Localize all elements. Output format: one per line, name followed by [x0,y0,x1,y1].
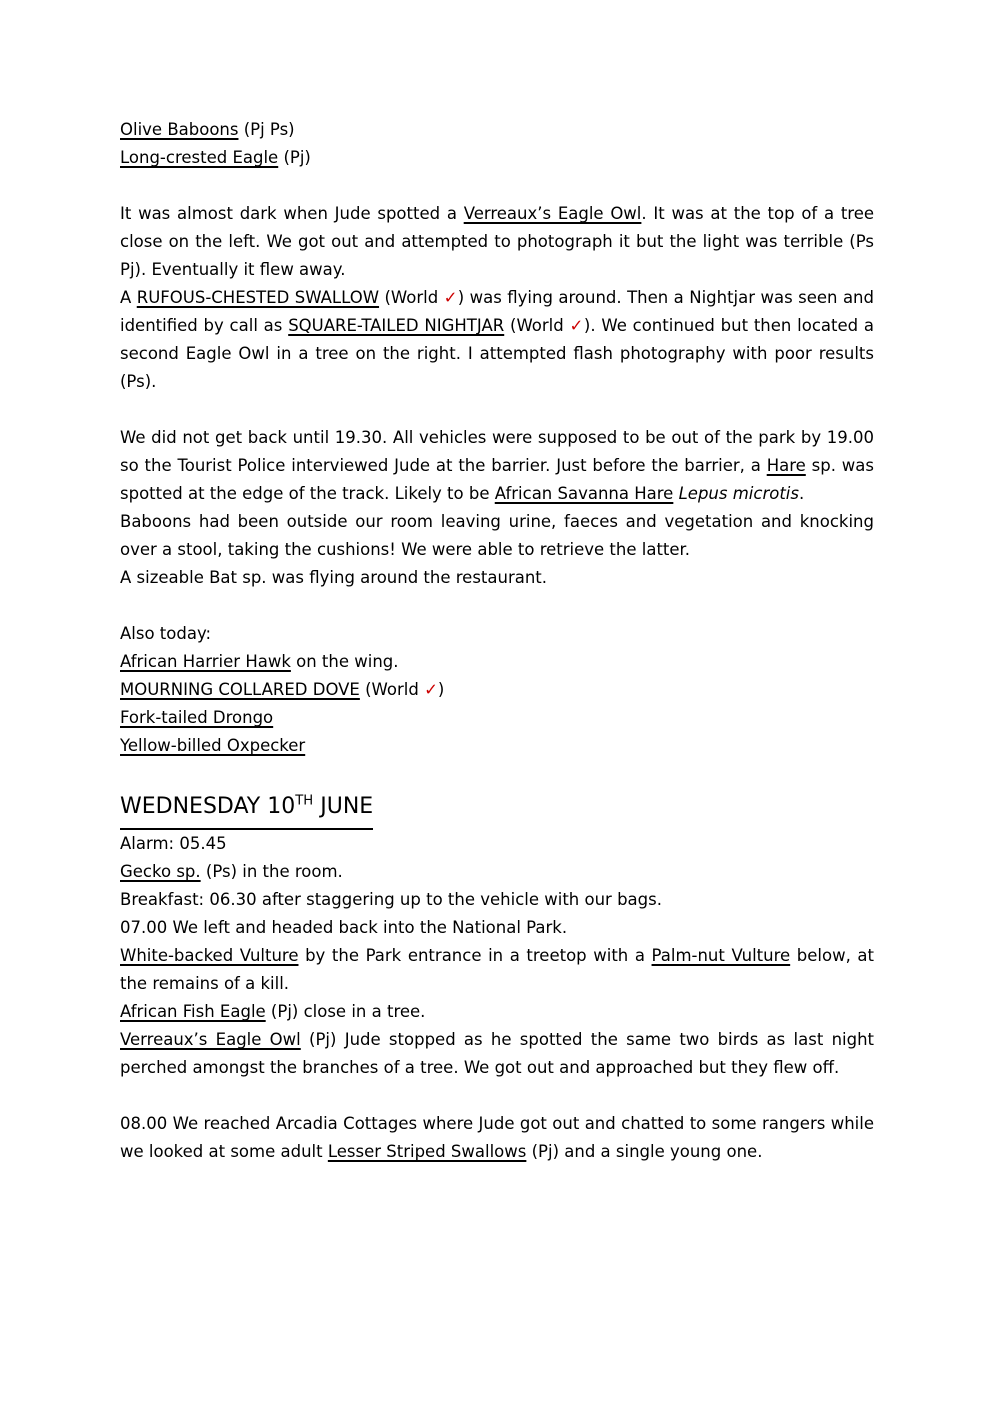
paragraph [120,284,874,396]
text-line [120,704,874,732]
blank-line [120,172,874,200]
paragraph [120,1110,874,1166]
text-run: Also today: [120,624,212,643]
paragraph [120,508,874,564]
text-line [120,144,874,172]
underlined-text: RUFOUS-CHESTED SWALLOW [136,288,380,307]
text-run: ). We continued but then located a second Eagle Owl in a tree on the right. I attempted flash photography with poor results (Ps). [120,316,875,391]
underlined-text: Yellow-billed Oxpecker [120,736,306,755]
underlined-text: African Savanna Hare [494,484,674,503]
blank-line [120,760,874,788]
text-run: Alarm: 05.45 [120,834,227,853]
text-line [120,676,874,704]
text-run: by the Park entrance in a treetop with a [298,946,652,965]
text-run: 07.00 We left and headed back into the National Park. [120,918,568,937]
underlined-text: Fork-tailed Drongo [120,708,274,727]
underlined-text: Lesser Striped Swallows [327,1142,527,1161]
date-heading-text [120,788,373,830]
text-run: (Pj) Jude stopped as he spotted the same two birds as last night perched amongst the branches of a tree. We got out and approached but they flew off. [120,1030,875,1077]
superscript-text: TH [295,793,314,809]
text-run: 08.00 We reached Arcadia Cottages where Jude got out and chatted to some rangers while we looked at some adult [120,1114,874,1161]
text-line [120,830,874,858]
text-run: (World [379,288,444,307]
text-run: A [120,288,137,307]
checkmark-icon: ✓ [569,316,584,335]
paragraph [120,200,874,284]
italic-text: Lepus microtis [678,484,799,503]
text-line [120,732,874,760]
checkmark-icon: ✓ [424,680,438,699]
text-line [120,116,874,144]
text-line [120,998,874,1026]
underlined-text: African Fish Eagle [120,1002,266,1021]
text-run: on the wing. [290,652,399,671]
text-run: sp. was spotted at the edge of the track. Likely to be [120,456,874,503]
paragraph [120,942,874,998]
text-run: WEDNESDAY 10 [120,794,296,819]
text-run: (Pj) and a single young one. [526,1142,763,1161]
text-line [120,914,874,942]
underlined-text: White-backed Vulture [120,946,299,965]
text-line [120,648,874,676]
date-heading [120,788,874,830]
text-run: (Pj Ps) [238,120,295,139]
paragraph [120,1026,874,1082]
text-run: . It was at the top of a tree close on the left. We got out and attempted to photograph it but the light was terrible (Ps Pj). Eventually it flew away. [120,204,875,279]
text-run: ) [437,680,445,699]
text-line [120,564,874,592]
document-content [120,116,874,1166]
underlined-text: Long-crested Eagle [120,148,279,167]
text-line [120,620,874,648]
text-run: Breakfast: 06.30 after staggering up to the vehicle with our bags. [120,890,662,909]
checkmark-icon: ✓ [443,288,458,307]
blank-line [120,592,874,620]
underlined-text: SQUARE-TAILED NIGHTJAR [288,316,505,335]
underlined-text: Verreaux’s Eagle Owl [120,1030,301,1049]
underlined-text: Palm-nut Vulture [651,946,791,965]
text-run: A sizeable Bat sp. was flying around the restaurant. [120,568,548,587]
underlined-text: Olive Baboons [120,120,239,139]
text-run: (Pj) [278,148,311,167]
text-run: (Pj) close in a tree. [265,1002,426,1021]
text-run: (World [504,316,570,335]
text-run: (World [359,680,425,699]
blank-line [120,1082,874,1110]
paragraph [120,424,874,508]
blank-line [120,396,874,424]
text-line [120,886,874,914]
text-run: Baboons had been outside our room leaving urine, faeces and vegetation and knocking over a stool, taking the cushions! We were able to retrieve the latter. [120,512,874,559]
text-run: It was almost dark when Jude spotted a [120,204,464,223]
text-run: below, at the remains of a kill. [120,946,874,993]
text-run: ) was flying around. Then a Nightjar was seen and identified by call as [120,288,874,335]
text-run: JUNE [313,794,374,819]
text-line [120,858,874,886]
underlined-text: Gecko sp. [120,862,201,881]
text-run: We did not get back until 19.30. All vehicles were supposed to be out of the park by 19.00 so the Tourist Police interviewed Jude at the barrier. Just before the barrier, a [120,428,874,475]
text-run: (Ps) in the room. [200,862,343,881]
underlined-text: MOURNING COLLARED DOVE [120,680,360,699]
text-run: . [798,484,805,503]
underlined-text: Hare [766,456,806,475]
underlined-text: Verreaux’s Eagle Owl [463,204,642,223]
underlined-text: African Harrier Hawk [120,652,291,671]
